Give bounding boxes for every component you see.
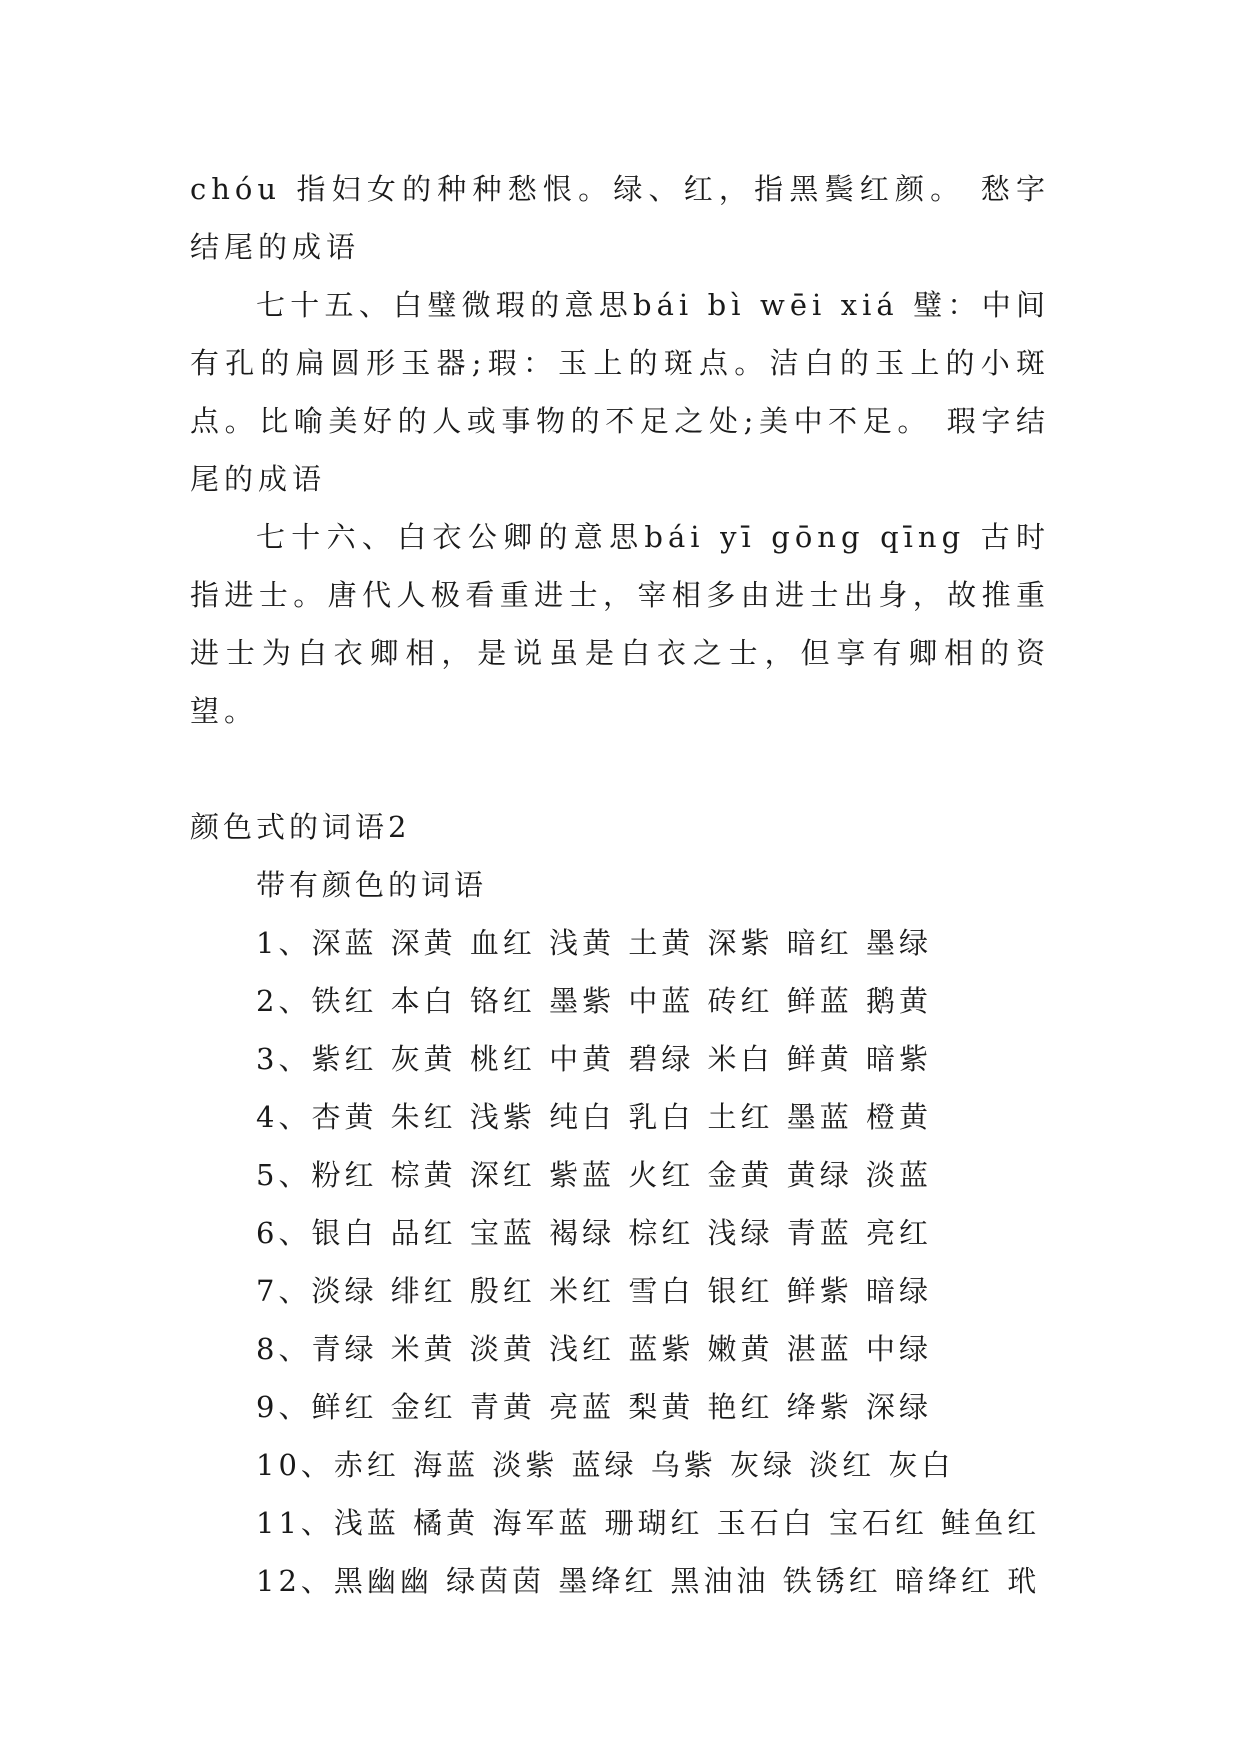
list-item: 5、粉红 棕黄 深红 紫蓝 火红 金黄 黄绿 淡蓝 — [256, 1158, 932, 1192]
list-item: 10、赤红 海蓝 淡紫 蓝绿 乌紫 灰绿 淡红 灰白 — [256, 1448, 955, 1482]
list-item: 6、银白 品红 宝蓝 褐绿 棕红 浅绿 青蓝 亮红 — [256, 1216, 932, 1250]
color-words-list — [190, 856, 1050, 1610]
list-item: 12、黑幽幽 绿茵茵 墨绛红 黑油油 铁锈红 暗绛红 玳 — [256, 1564, 1041, 1598]
document-page — [190, 160, 1050, 1610]
paragraph-75: 七十五、白璧微瑕的意思bái bì wēi xiá 璧：中间有孔的扁圆形玉器;瑕：玉上的斑点。洁白的玉上的小斑点。比喻美好的人或事物的不足之处;美中不足。 瑕字结尾的成语 — [190, 288, 1050, 496]
list-item: 8、青绿 米黄 淡黄 浅红 蓝紫 嫩黄 湛蓝 中绿 — [256, 1332, 932, 1366]
paragraph-76: 七十六、白衣公卿的意思bái yī gōng qīng 古时指进士。唐代人极看重进士，宰相多由进士出身，故推重进士为白衣卿相，是说虽是白衣之士，但享有卿相的资望。 — [190, 520, 1050, 728]
section-title: 颜色式的词语2 — [190, 810, 411, 844]
list-item: 4、杏黄 朱红 浅紫 纯白 乳白 土红 墨蓝 橙黄 — [256, 1100, 932, 1134]
list-item: 1、深蓝 深黄 血红 浅黄 土黄 深紫 暗红 墨绿 — [256, 926, 932, 960]
list-item: 11、浅蓝 橘黄 海军蓝 珊瑚红 玉石白 宝石红 鲑鱼红 — [256, 1506, 1041, 1540]
paragraph-chou: chóu 指妇女的种种愁恨。绿、红，指黑鬓红颜。 愁字结尾的成语 — [190, 172, 1050, 264]
list-item: 9、鲜红 金红 青黄 亮蓝 梨黄 艳红 绛紫 深绿 — [256, 1390, 932, 1424]
list-item: 3、紫红 灰黄 桃红 中黄 碧绿 米白 鲜黄 暗紫 — [256, 1042, 932, 1076]
list-item: 2、铁红 本白 铬红 墨紫 中蓝 砖红 鲜蓝 鹅黄 — [256, 984, 932, 1018]
list-item: 7、淡绿 绯红 殷红 米红 雪白 银红 鲜紫 暗绿 — [256, 1274, 932, 1308]
section-subtitle: 带有颜色的词语 — [256, 868, 488, 902]
